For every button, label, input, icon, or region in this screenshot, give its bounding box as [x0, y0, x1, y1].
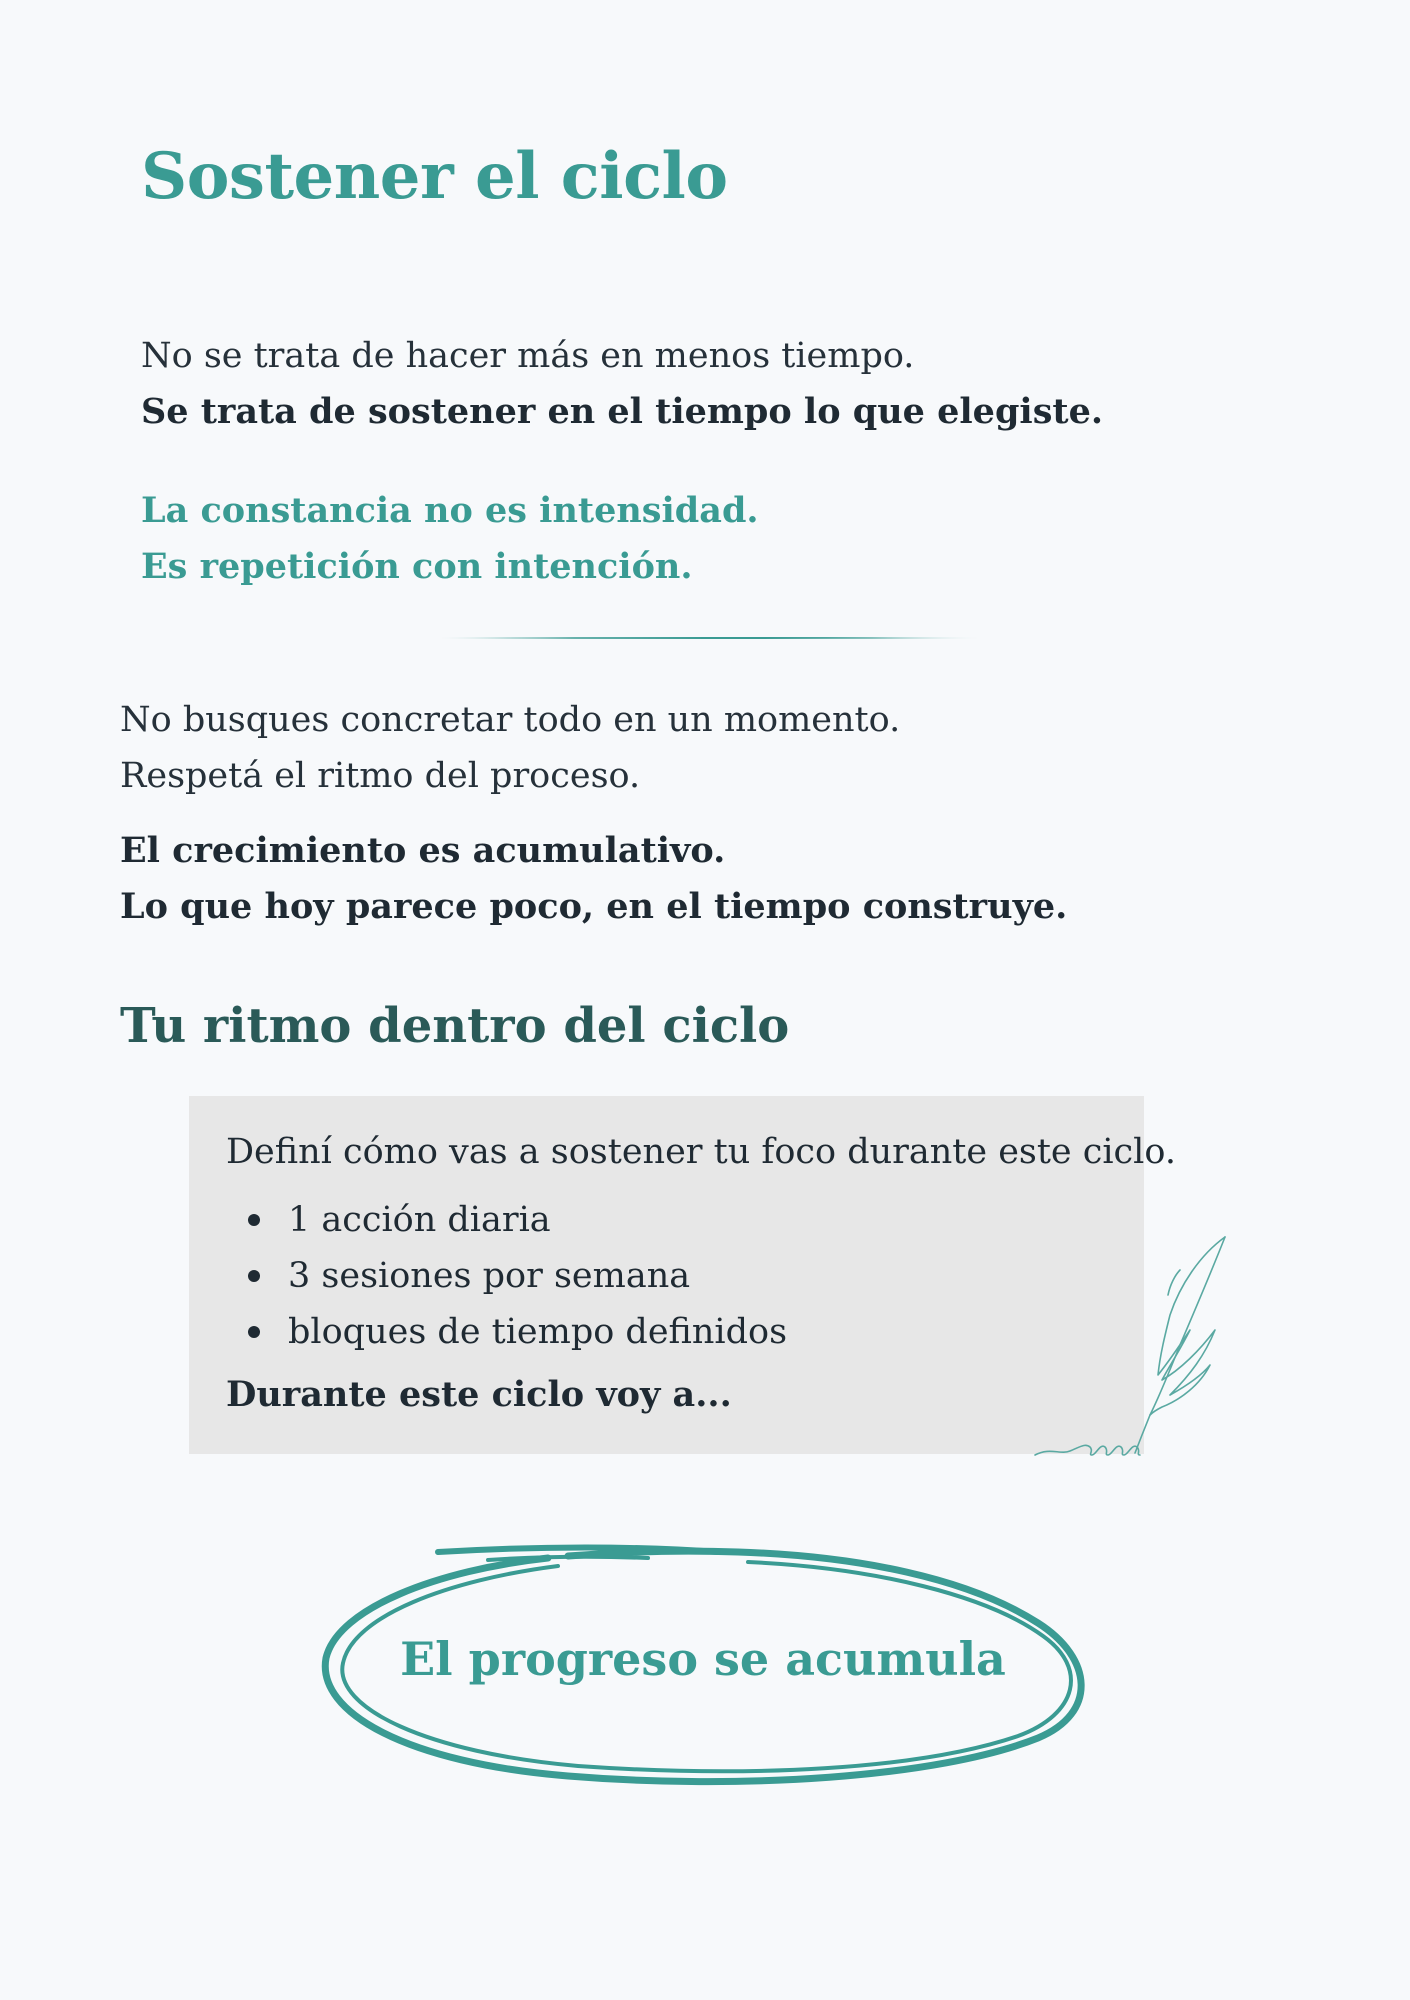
exercise-prompt: Durante este ciclo voy a... — [226, 1374, 732, 1415]
ritmo-block — [120, 692, 900, 804]
progress-highlight: El progreso se acumula — [400, 1632, 1006, 1686]
busques-line-2: Respetá el ritmo del proceso. — [120, 756, 641, 796]
constancia-line-1: La constancia no es intensidad. — [141, 490, 759, 531]
feather-quill-icon — [1030, 1235, 1230, 1460]
bullet-icon — [248, 1270, 260, 1282]
intro-line-1: No se trata de hacer más en menos tiempo. — [141, 336, 915, 376]
intro-block — [141, 328, 1103, 440]
crecimiento-block — [120, 823, 1067, 935]
option-label: 3 sesiones por semana — [288, 1256, 691, 1296]
option-label: bloques de tiempo definidos — [288, 1312, 788, 1352]
busques-line-1: No busques concretar todo en un momento. — [120, 700, 901, 740]
exercise-options-list — [226, 1192, 787, 1360]
option-label: 1 acción diaria — [288, 1200, 551, 1240]
bullet-icon — [248, 1214, 260, 1226]
section-subtitle: Tu ritmo dentro del ciclo — [120, 998, 790, 1054]
list-item — [226, 1192, 787, 1248]
crecimiento-line-2: Lo que hoy parece poco, en el tiempo construye. — [120, 886, 1068, 927]
section-divider — [440, 636, 980, 640]
list-item — [226, 1248, 787, 1304]
crecimiento-line-1: El crecimiento es acumulativo. — [120, 830, 726, 871]
constancia-quote — [141, 483, 759, 595]
page-title: Sostener el ciclo — [141, 139, 728, 214]
intro-line-2: Se trata de sostener en el tiempo lo que elegiste. — [141, 391, 1104, 432]
list-item — [226, 1304, 787, 1360]
exercise-intro: Definí cómo vas a sostener tu foco durante este ciclo. — [226, 1132, 1176, 1172]
bullet-icon — [248, 1326, 260, 1338]
constancia-line-2: Es repetición con intención. — [141, 546, 693, 587]
